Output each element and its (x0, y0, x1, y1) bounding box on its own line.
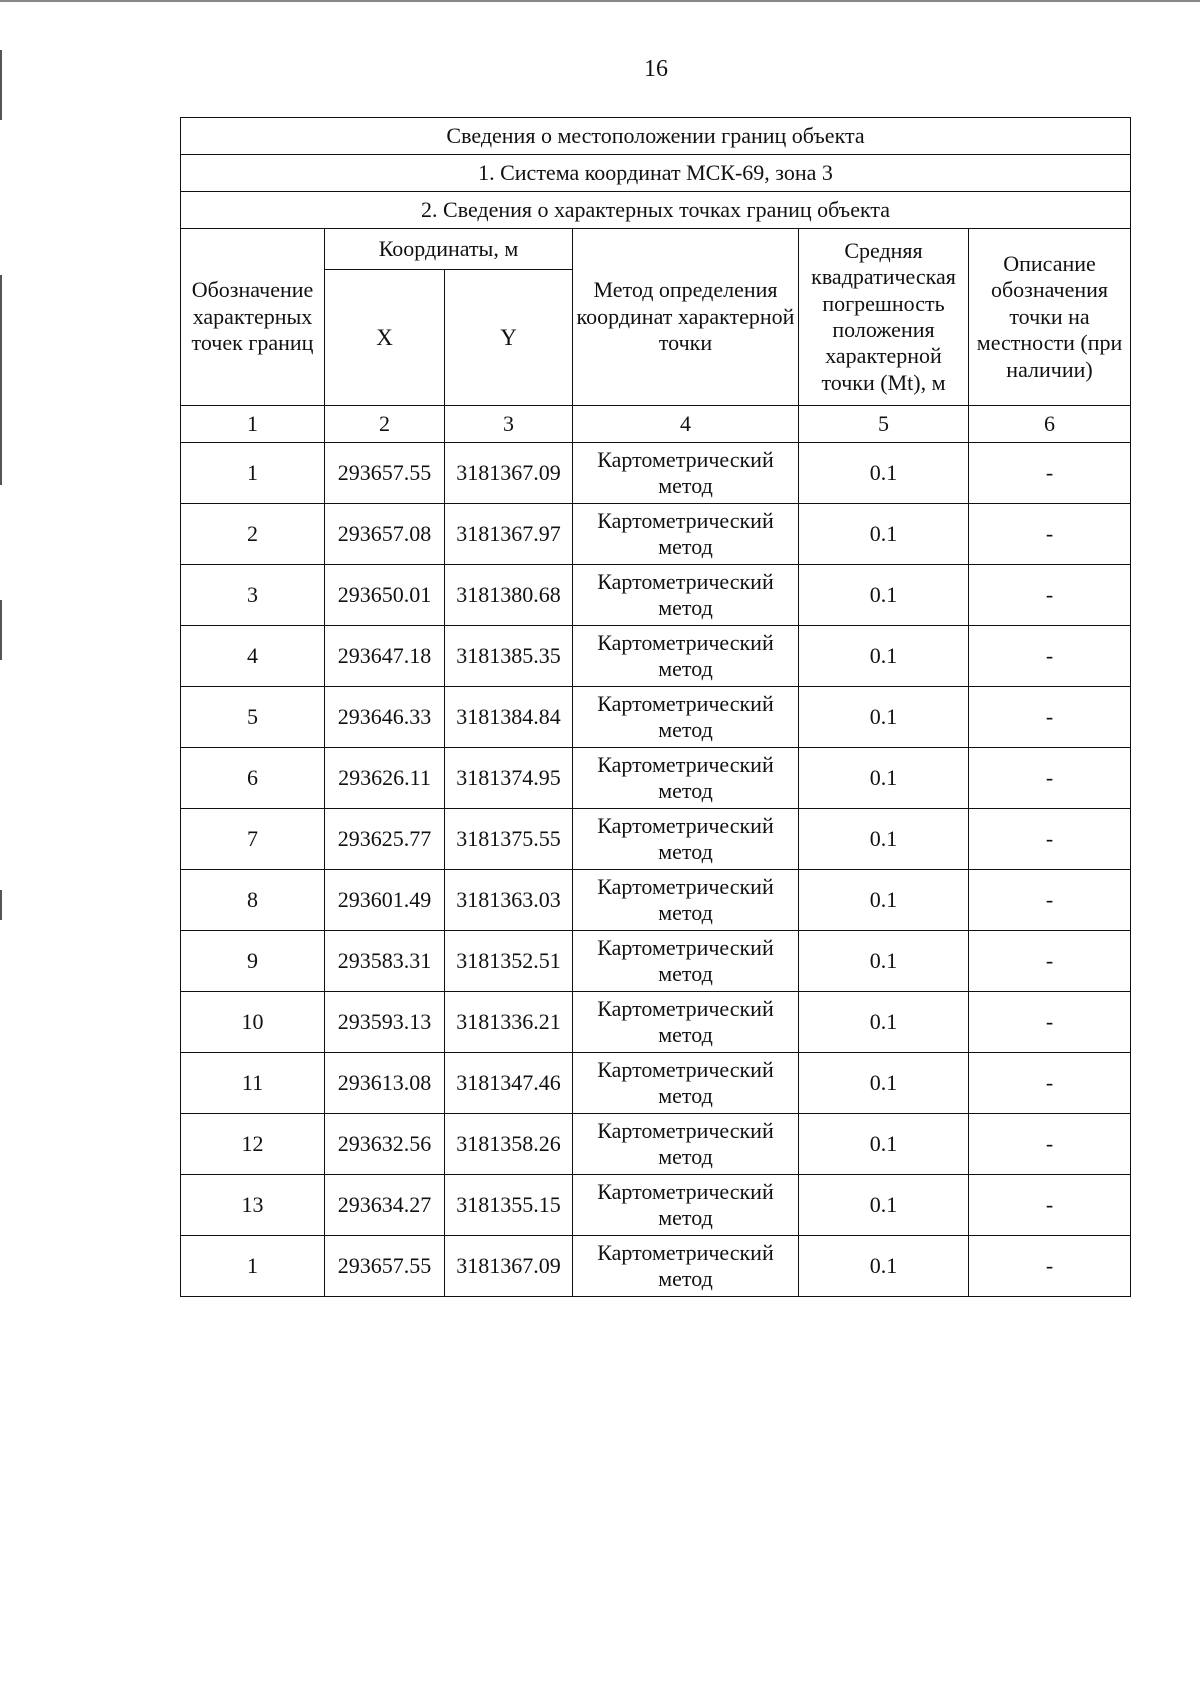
title-row (181, 118, 1131, 155)
x-coordinate-cell: 293657.55 (325, 443, 445, 504)
scan-edge-left (0, 275, 2, 485)
method-cell: Картометрический метод (573, 626, 799, 687)
column-number: 1 (181, 406, 325, 443)
table-row (181, 504, 1131, 565)
method-cell: Картометрический метод (573, 1114, 799, 1175)
y-coordinate-cell: 3181336.21 (445, 992, 573, 1053)
y-coordinate-cell: 3181347.46 (445, 1053, 573, 1114)
table-row (181, 992, 1131, 1053)
point-cell: 3 (181, 565, 325, 626)
method-cell: Картометрический метод (573, 992, 799, 1053)
error-cell: 0.1 (799, 748, 969, 809)
table-row (181, 1053, 1131, 1114)
y-coordinate-cell: 3181385.35 (445, 626, 573, 687)
description-cell: - (969, 1236, 1131, 1297)
description-cell: - (969, 1053, 1131, 1114)
header-row-top (181, 229, 1131, 270)
method-cell: Картометрический метод (573, 1236, 799, 1297)
description-cell: - (969, 626, 1131, 687)
error-cell: 0.1 (799, 687, 969, 748)
table-row (181, 443, 1131, 504)
point-cell: 6 (181, 748, 325, 809)
description-cell: - (969, 443, 1131, 504)
error-cell: 0.1 (799, 626, 969, 687)
description-cell: - (969, 1175, 1131, 1236)
section-row (181, 192, 1131, 229)
column-number: 3 (445, 406, 573, 443)
table-row (181, 565, 1131, 626)
x-coordinate-cell: 293583.31 (325, 931, 445, 992)
description-cell: - (969, 931, 1131, 992)
point-cell: 2 (181, 504, 325, 565)
x-coordinate-cell: 293632.56 (325, 1114, 445, 1175)
y-coordinate-cell: 3181367.97 (445, 504, 573, 565)
x-coordinate-cell: 293613.08 (325, 1053, 445, 1114)
y-coordinate-cell: 3181375.55 (445, 809, 573, 870)
error-cell: 0.1 (799, 443, 969, 504)
error-cell: 0.1 (799, 1053, 969, 1114)
table-row (181, 748, 1131, 809)
description-cell: - (969, 748, 1131, 809)
table-row (181, 870, 1131, 931)
boundary-points-table (180, 117, 1131, 1297)
x-coordinate-cell: 293625.77 (325, 809, 445, 870)
coordinate-system: 1. Система координат МСК-69, зона 3 (181, 155, 1131, 192)
point-cell: 9 (181, 931, 325, 992)
point-cell: 1 (181, 1236, 325, 1297)
description-cell: - (969, 992, 1131, 1053)
method-cell: Картометрический метод (573, 870, 799, 931)
table-row (181, 1236, 1131, 1297)
header-error: Средняя квадратическая погрешность положения характерной точки (Mt), м (799, 229, 969, 406)
point-cell: 7 (181, 809, 325, 870)
y-coordinate-cell: 3181384.84 (445, 687, 573, 748)
header-method: Метод определения координат характерной точки (573, 229, 799, 406)
table-row (181, 1175, 1131, 1236)
column-number: 4 (573, 406, 799, 443)
header-coordinates: Координаты, м (325, 229, 573, 270)
method-cell: Картометрический метод (573, 748, 799, 809)
table-row (181, 1114, 1131, 1175)
error-cell: 0.1 (799, 809, 969, 870)
error-cell: 0.1 (799, 931, 969, 992)
y-coordinate-cell: 3181367.09 (445, 1236, 573, 1297)
x-coordinate-cell: 293626.11 (325, 748, 445, 809)
table-row (181, 931, 1131, 992)
x-coordinate-cell: 293647.18 (325, 626, 445, 687)
table-row (181, 626, 1131, 687)
table-row (181, 687, 1131, 748)
y-coordinate-cell: 3181352.51 (445, 931, 573, 992)
method-cell: Картометрический метод (573, 504, 799, 565)
column-number: 5 (799, 406, 969, 443)
x-coordinate-cell: 293634.27 (325, 1175, 445, 1236)
point-cell: 13 (181, 1175, 325, 1236)
column-number-row (181, 406, 1131, 443)
x-coordinate-cell: 293657.08 (325, 504, 445, 565)
x-coordinate-cell: 293593.13 (325, 992, 445, 1053)
header-y: Y (445, 270, 573, 406)
section-title: 2. Сведения о характерных точках границ объекта (181, 192, 1131, 229)
method-cell: Картометрический метод (573, 565, 799, 626)
error-cell: 0.1 (799, 1114, 969, 1175)
scan-edge-top (0, 0, 1200, 2)
table-title: Сведения о местоположении границ объекта (181, 118, 1131, 155)
column-number: 6 (969, 406, 1131, 443)
method-cell: Картометрический метод (573, 931, 799, 992)
method-cell: Картометрический метод (573, 1053, 799, 1114)
error-cell: 0.1 (799, 870, 969, 931)
point-cell: 1 (181, 443, 325, 504)
y-coordinate-cell: 3181363.03 (445, 870, 573, 931)
point-cell: 12 (181, 1114, 325, 1175)
table-row (181, 809, 1131, 870)
scan-edge-left (0, 600, 2, 660)
point-cell: 10 (181, 992, 325, 1053)
x-coordinate-cell: 293646.33 (325, 687, 445, 748)
y-coordinate-cell: 3181355.15 (445, 1175, 573, 1236)
description-cell: - (969, 504, 1131, 565)
point-cell: 5 (181, 687, 325, 748)
table-body (181, 118, 1131, 1297)
x-coordinate-cell: 293601.49 (325, 870, 445, 931)
method-cell: Картометрический метод (573, 687, 799, 748)
page-number: 16 (644, 56, 668, 82)
description-cell: - (969, 565, 1131, 626)
description-cell: - (969, 1114, 1131, 1175)
scan-edge-left (0, 890, 2, 920)
y-coordinate-cell: 3181358.26 (445, 1114, 573, 1175)
x-coordinate-cell: 293657.55 (325, 1236, 445, 1297)
error-cell: 0.1 (799, 1175, 969, 1236)
description-cell: - (969, 809, 1131, 870)
method-cell: Картометрический метод (573, 1175, 799, 1236)
header-description: Описание обозначения точки на местности (при наличии) (969, 229, 1131, 406)
x-coordinate-cell: 293650.01 (325, 565, 445, 626)
method-cell: Картометрический метод (573, 809, 799, 870)
header-point: Обозначение характерных точек границ (181, 229, 325, 406)
error-cell: 0.1 (799, 565, 969, 626)
y-coordinate-cell: 3181374.95 (445, 748, 573, 809)
method-cell: Картометрический метод (573, 443, 799, 504)
point-cell: 4 (181, 626, 325, 687)
description-cell: - (969, 870, 1131, 931)
description-cell: - (969, 687, 1131, 748)
header-x: X (325, 270, 445, 406)
system-row (181, 155, 1131, 192)
error-cell: 0.1 (799, 504, 969, 565)
error-cell: 0.1 (799, 1236, 969, 1297)
point-cell: 8 (181, 870, 325, 931)
y-coordinate-cell: 3181380.68 (445, 565, 573, 626)
column-number: 2 (325, 406, 445, 443)
y-coordinate-cell: 3181367.09 (445, 443, 573, 504)
error-cell: 0.1 (799, 992, 969, 1053)
point-cell: 11 (181, 1053, 325, 1114)
